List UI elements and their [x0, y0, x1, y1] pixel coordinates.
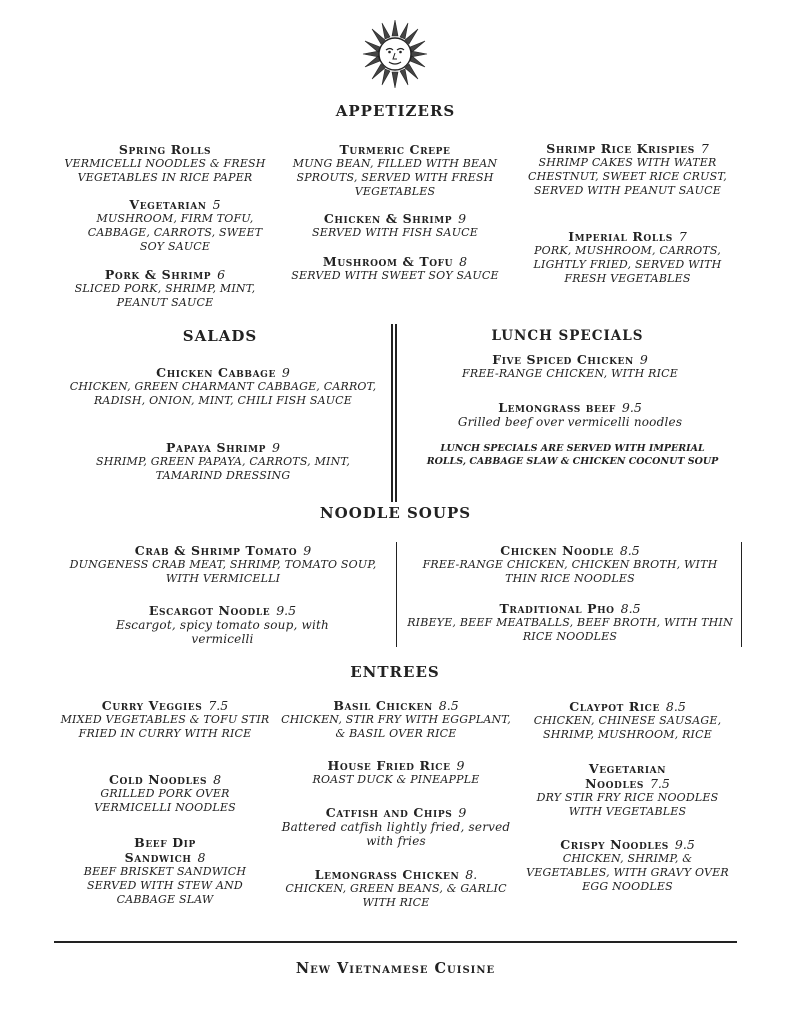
item-price: 8.5	[438, 698, 459, 713]
item-name: Mushroom & Tofu	[322, 254, 454, 269]
item-name: Papaya Shrimp	[166, 440, 266, 455]
entrees-heading: ENTREES	[350, 663, 440, 681]
lunch-specials-note: LUNCH SPECIALS ARE SERVED WITH IMPERIAL ROLLS, CABBAGE SLAW & CHICKEN COCONUT SOUP	[426, 443, 719, 467]
sun-face-icon	[361, 18, 429, 90]
item-name: Five Spiced Chicken	[492, 352, 634, 367]
item-name: Beef Dip	[134, 835, 196, 850]
item-description: CHICKEN, SHRIMP, & VEGETABLES, WITH GRAVY OVER EGG NOODLES	[526, 852, 729, 893]
item-price: 9	[639, 352, 648, 367]
menu-item	[60, 835, 270, 907]
item-name: Chicken Noodle	[500, 543, 614, 558]
menu-item	[290, 211, 500, 240]
menu-item	[60, 142, 270, 185]
item-price: 9	[456, 758, 465, 773]
menu-item	[290, 142, 500, 199]
item-description: ROAST DUCK & PINEAPPLE	[312, 773, 480, 786]
item-price: 8.	[465, 867, 478, 882]
menu-item	[520, 837, 735, 894]
item-name: Lemongrass beef	[498, 400, 616, 415]
column-divider	[395, 324, 397, 502]
item-price: 8.5	[619, 543, 640, 558]
item-description: MIXED VEGETABLES & TOFU STIR FRIED IN CURRY WITH RICE	[60, 713, 270, 740]
item-description: Escargot, spicy tomato soup, with vermicelli	[115, 618, 329, 646]
column-divider	[741, 542, 742, 647]
item-price: 9	[281, 365, 290, 380]
column-divider	[396, 542, 397, 647]
item-description: MUNG BEAN, FILLED WITH BEAN SPROUTS, SERVED WITH FRESH VEGETABLES	[292, 157, 498, 198]
item-price: 7.5	[649, 776, 670, 791]
item-name: Vegetarian	[129, 197, 207, 212]
item-description: SERVED WITH FISH SAUCE	[311, 226, 479, 239]
item-name: Cold Noodles	[108, 772, 208, 787]
column-divider	[391, 324, 393, 502]
item-price: 9	[303, 543, 312, 558]
menu-item	[405, 601, 735, 644]
item-name: Claypot Rice	[569, 699, 660, 714]
item-name: Crispy Noodles	[560, 837, 669, 852]
item-description: FREE-RANGE CHICKEN, WITH RICE	[462, 367, 678, 380]
item-name: Pork & Shrimp	[104, 267, 212, 282]
item-price: 8	[459, 254, 468, 269]
menu-item	[515, 229, 740, 286]
item-description: CHICKEN, GREEN BEANS, & GARLIC WITH RICE	[285, 882, 507, 909]
menu-item	[280, 758, 512, 787]
item-description: Battered catfish lightly fried, served with fries	[281, 820, 511, 848]
item-price: 5	[212, 197, 221, 212]
item-name: Crab & Shrimp Tomato	[134, 543, 298, 558]
menu-item	[68, 440, 378, 483]
item-description: BEEF BRISKET SANDWICH SERVED WITH STEW AND CABBAGE SLAW	[83, 865, 247, 906]
item-price: 7.5	[208, 698, 229, 713]
item-description: CHICKEN, STIR FRY WITH EGGPLANT, & BASIL OVER RICE	[281, 713, 511, 740]
item-description: VERMICELLI NOODLES & FRESH VEGETABLES IN RICE PAPER	[64, 157, 266, 184]
item-name: Shrimp Rice Krispies	[546, 141, 695, 156]
item-name: Chicken Cabbage	[156, 365, 276, 380]
menu-item	[65, 267, 265, 310]
item-price: 7	[678, 229, 687, 244]
item-name: Spring Rolls	[118, 142, 212, 157]
item-price: 8.5	[665, 699, 686, 714]
item-price: 9	[458, 805, 467, 820]
item-price: 8	[213, 772, 222, 787]
item-price: 8	[197, 850, 206, 865]
item-name: Turmeric Crepe	[339, 142, 451, 157]
salads-heading: SALADS	[182, 327, 258, 345]
item-name: Lemongrass Chicken	[314, 867, 460, 882]
item-price: 9.5	[621, 400, 642, 415]
item-description: GRILLED PORK OVER VERMICELLI NOODLES	[94, 787, 236, 814]
item-name: Imperial Rolls	[568, 229, 673, 244]
footer-tagline: New Vietnamese Cuisine	[295, 960, 496, 977]
menu-item	[410, 400, 730, 429]
item-description: DUNGENESS CRAB MEAT, SHRIMP, TOMATO SOUP, WITH VERMICELLI	[69, 558, 377, 585]
item-name: Escargot Noodle	[148, 603, 271, 618]
menu-item	[68, 543, 378, 586]
item-price: 9	[458, 211, 467, 226]
menu-item	[410, 352, 730, 381]
item-price: 9.5	[276, 603, 297, 618]
item-price: 9	[272, 440, 280, 455]
item-price: 9.5	[674, 837, 695, 852]
item-description: SERVED WITH SWEET SOY SAUCE	[291, 269, 499, 282]
menu-item	[75, 197, 275, 254]
item-description: PORK, MUSHROOM, CARROTS, LIGHTLY FRIED, SERVED WITH FRESH VEGETABLES	[533, 244, 722, 285]
item-description: MUSHROOM, FIRM TOFU, CABBAGE, CARROTS, SWEET SOY SAUCE	[87, 212, 263, 253]
item-description: SLICED PORK, SHRIMP, MINT, PEANUT SAUCE	[74, 282, 256, 309]
menu-item	[280, 805, 512, 848]
menu-item	[60, 772, 270, 815]
item-name: Chicken & Shrimp	[323, 211, 453, 226]
item-name-continued: Sandwich	[124, 850, 192, 865]
item-name: Basil Chicken	[333, 698, 433, 713]
item-description: Grilled beef over vermicelli noodles	[457, 415, 683, 429]
item-name-continued: Noodles	[585, 776, 644, 791]
item-description: SHRIMP CAKES WITH WATER CHESTNUT, SWEET RICE CRUST, SERVED WITH PEANUT SAUCE	[528, 156, 727, 197]
item-description: CHICKEN, CHINESE SAUSAGE, SHRIMP, MUSHROOM, RICE	[533, 714, 722, 741]
item-name: Curry Veggies	[101, 698, 203, 713]
item-name: House Fried Rice	[327, 758, 451, 773]
footer-rule	[54, 941, 737, 943]
menu-item	[520, 761, 735, 819]
item-description: RIBEYE, BEEF MEATBALLS, BEEF BROTH, WITH THIN RICE NOODLES	[407, 616, 733, 643]
menu-item	[68, 365, 378, 408]
noodle-soups-heading: NOODLE SOUPS	[319, 504, 472, 522]
item-description: CHICKEN, GREEN CHARMANT CABBAGE, CARROT, RADISH, ONION, MINT, CHILI FISH SAUCE	[69, 380, 377, 407]
menu-item	[405, 543, 735, 586]
menu-item	[60, 698, 270, 741]
item-description: SHRIMP, GREEN PAPAYA, CARROTS, MINT, TAMARIND DRESSING	[95, 455, 351, 482]
item-name: Vegetarian	[588, 761, 667, 776]
item-description: DRY STIR FRY RICE NOODLES WITH VEGETABLES	[536, 791, 719, 818]
menu-item	[280, 698, 512, 741]
item-price: 8.5	[620, 601, 641, 616]
menu-item	[280, 867, 512, 910]
item-price: 7	[700, 141, 709, 156]
item-description: FREE-RANGE CHICKEN, CHICKEN BROTH, WITH THIN RICE NOODLES	[422, 558, 718, 585]
appetizers-heading: APPETIZERS	[335, 102, 456, 120]
menu-item	[520, 699, 735, 742]
menu-item	[515, 141, 740, 198]
item-name: Catfish and Chips	[325, 805, 453, 820]
menu-item	[95, 603, 350, 646]
item-price: 6	[217, 267, 226, 282]
item-name: Traditional Pho	[499, 601, 615, 616]
menu-item	[285, 254, 505, 283]
lunch-specials-heading: LUNCH SPECIALS	[491, 328, 644, 344]
